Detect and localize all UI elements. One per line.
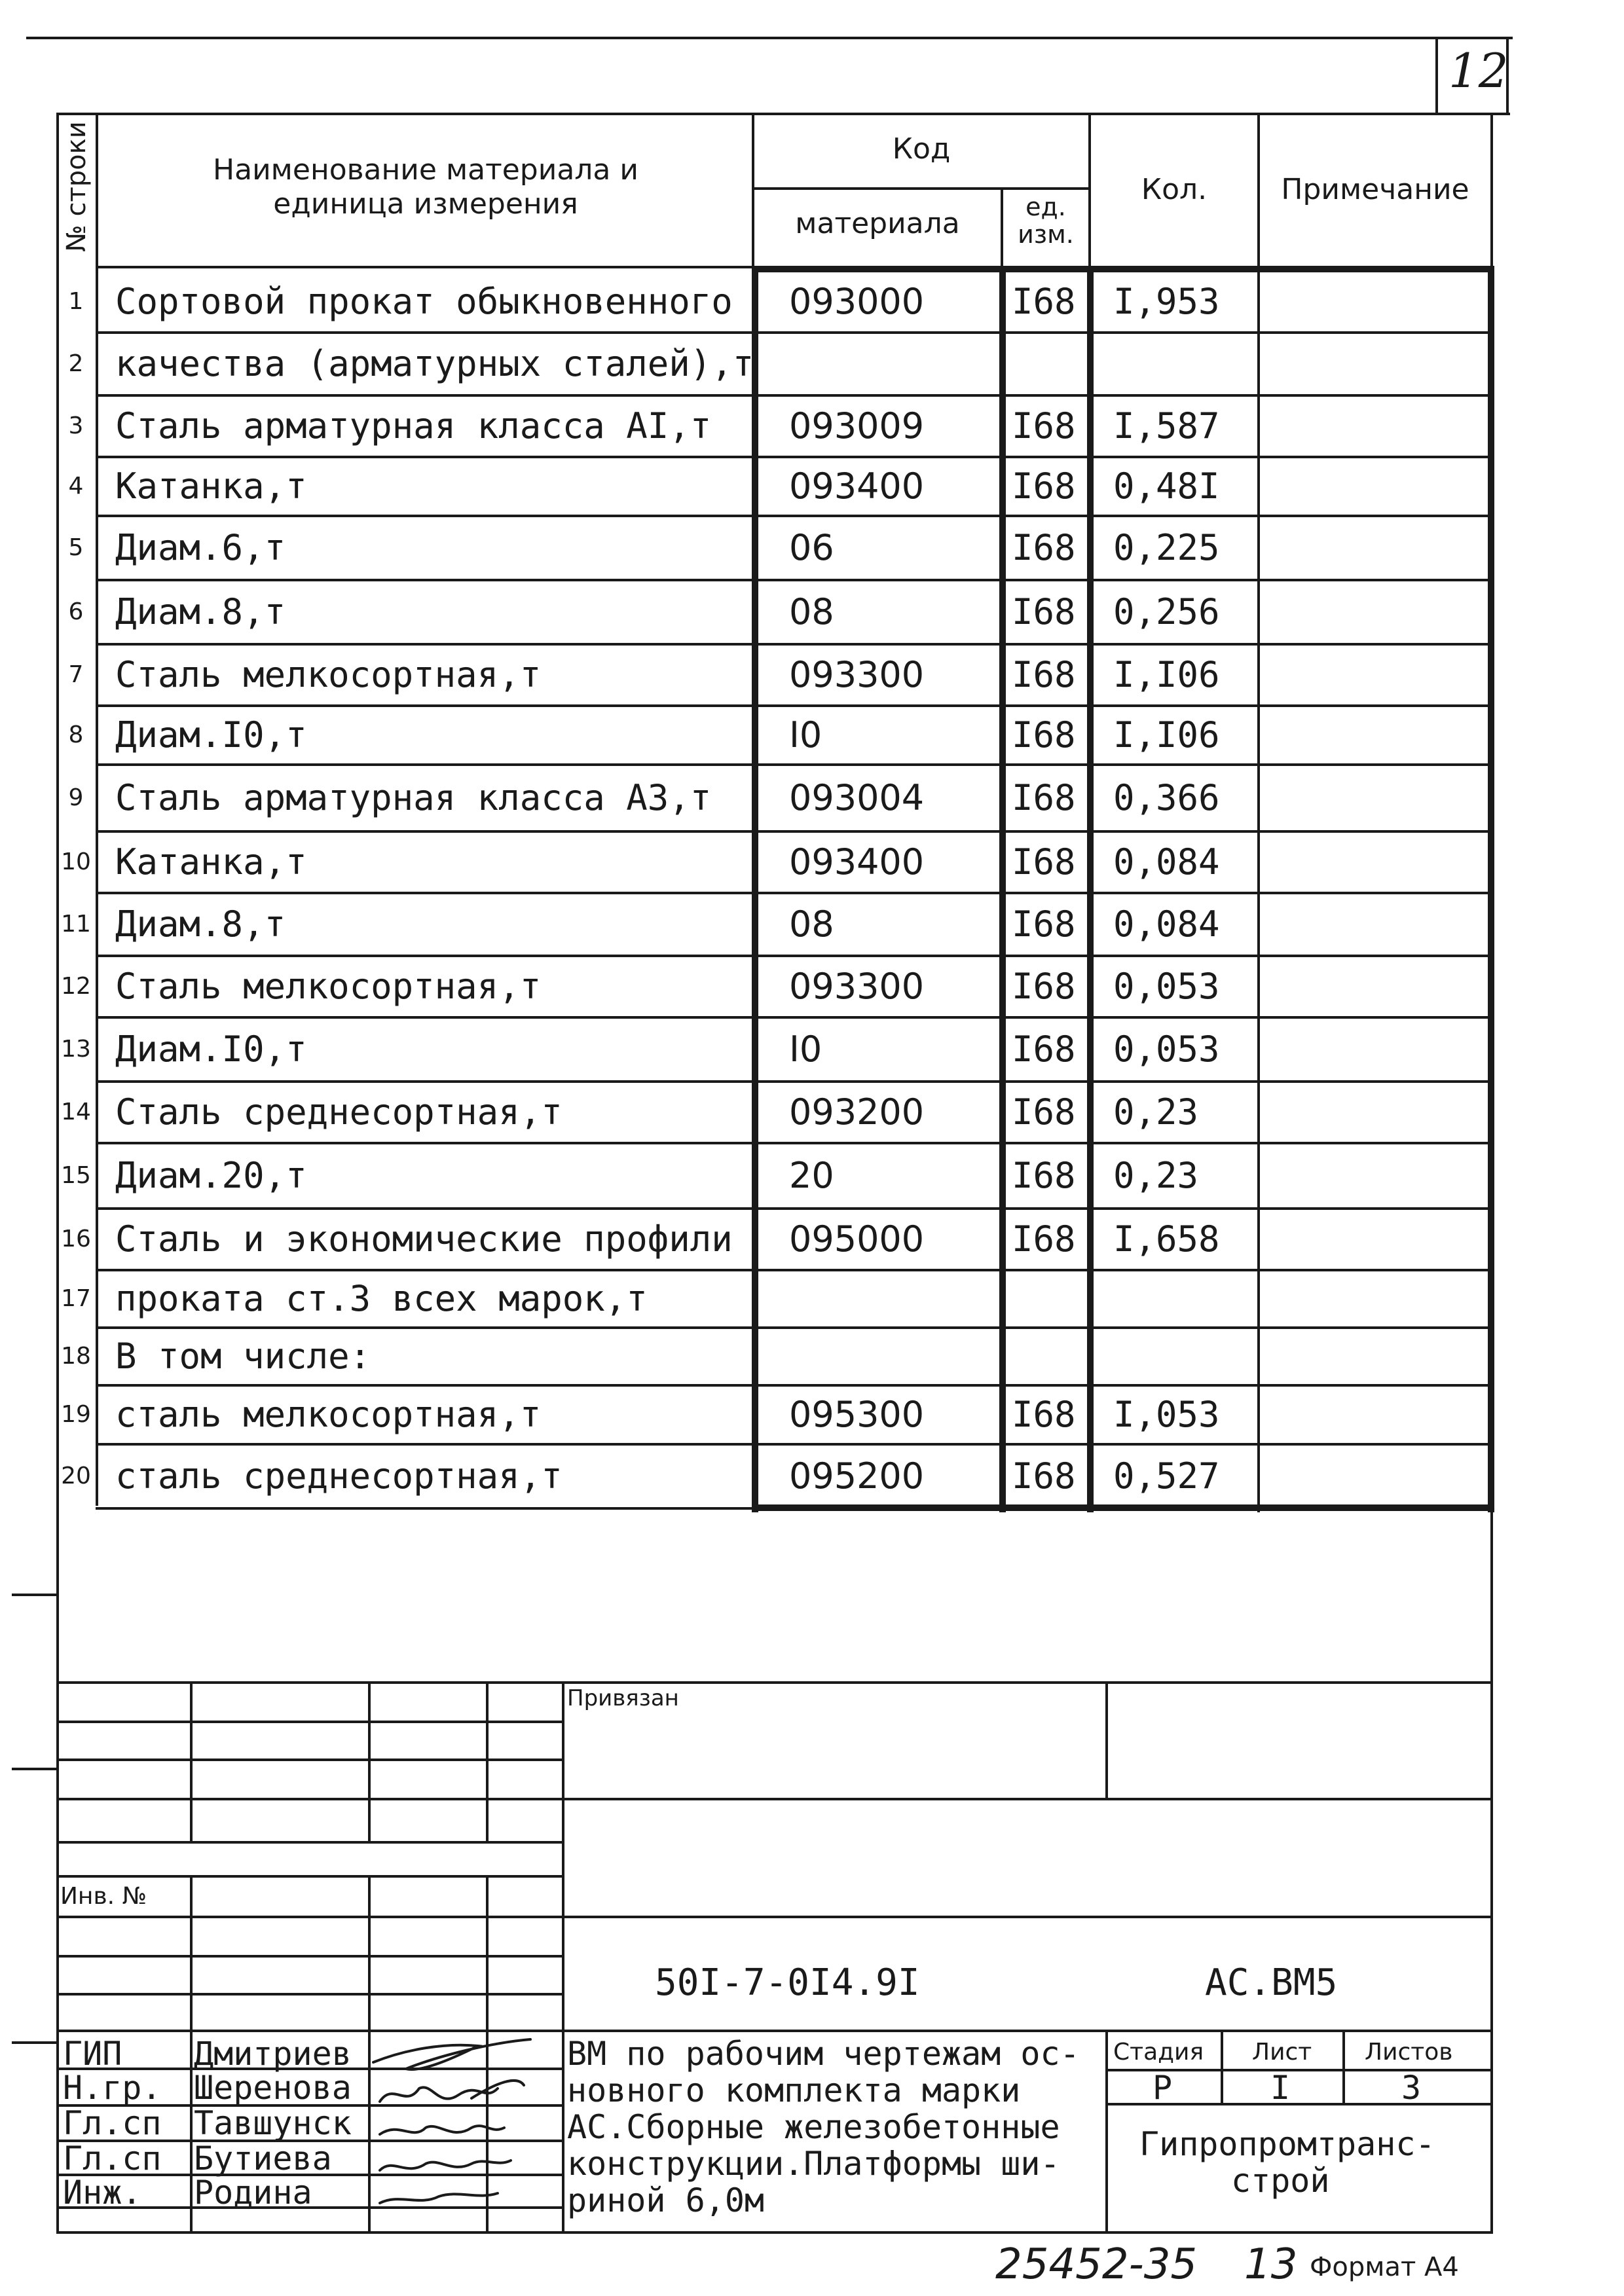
stamp-line-9 [56, 2030, 1493, 2032]
quantity: 0,084 [1113, 841, 1220, 883]
stamp-col-3a [486, 1681, 489, 1841]
corner-box-left [1435, 37, 1438, 114]
material-name: Диам.20,т [115, 1155, 307, 1196]
row-separator [96, 1207, 1490, 1210]
material-code: 08 [789, 591, 834, 632]
material-code: I0 [789, 1029, 822, 1070]
material-name: сталь среднесортная,т [115, 1455, 563, 1497]
row-separator [96, 892, 1490, 894]
row-number: 13 [61, 1036, 91, 1063]
header-note: Примечание [1281, 173, 1469, 206]
signature-4 [380, 2160, 511, 2170]
row-number: 20 [61, 1463, 91, 1489]
page-number: 13 [1244, 2240, 1298, 2289]
material-code: 093300 [789, 654, 925, 695]
quantity: 0,48I [1113, 465, 1220, 507]
row-number: 4 [68, 473, 84, 500]
header-name-line2: единица измерения [273, 187, 578, 221]
material-code: 093300 [789, 966, 925, 1007]
header-material: материала [795, 207, 960, 240]
row-separator [96, 1016, 1490, 1019]
row-number: 15 [61, 1162, 91, 1189]
quantity: 0,084 [1113, 903, 1220, 945]
unit-code: I68 [1012, 527, 1076, 568]
stamp-role: Инж. [63, 2174, 142, 2212]
quantity: I,953 [1113, 281, 1220, 322]
header-row-no: № строки [62, 121, 92, 252]
stage-label: Стадия [1113, 2039, 1204, 2066]
header-qty: Кол. [1141, 173, 1208, 206]
stamp-person-name: Тавшунск [194, 2104, 352, 2142]
stage-value: Р [1153, 2069, 1173, 2107]
material-name: Сталь мелкосортная,т [115, 654, 542, 695]
unit-code: I68 [1012, 1029, 1076, 1070]
unit-code: I68 [1012, 903, 1076, 945]
signatures [367, 2036, 563, 2232]
top-border [26, 37, 1513, 39]
row-number: 7 [68, 661, 84, 688]
quantity: 0,053 [1113, 1029, 1220, 1070]
row-separator [96, 515, 1490, 517]
quantity: 0,256 [1113, 591, 1220, 632]
quantity: 0,23 [1113, 1091, 1199, 1133]
material-code: 095200 [789, 1455, 925, 1497]
quantity: I,I06 [1113, 654, 1220, 695]
material-name: Сортовой прокат обыкновенного [115, 281, 733, 322]
inv-no-label: Инв. № [60, 1883, 147, 1910]
stamp-person-name: Бутиева [194, 2140, 332, 2178]
stamp-line-3 [56, 1798, 1493, 1800]
signature-3 [380, 2126, 504, 2134]
format-label: Формат А4 [1310, 2252, 1459, 2282]
title-line-3: АС.Сборные железобетонные [567, 2108, 1060, 2146]
quantity: I,053 [1113, 1394, 1220, 1435]
margin-mark-1 [12, 1594, 58, 1596]
stamp-col-privyazan-right [1105, 1681, 1108, 1799]
material-code: 093000 [789, 281, 925, 322]
margin-mark-2 [12, 1768, 58, 1770]
row-number: 14 [61, 1099, 91, 1125]
code-subheader-line [752, 187, 1091, 190]
unit-code: I68 [1012, 405, 1076, 446]
stamp-person-name: Родина [194, 2174, 312, 2212]
row-number: 12 [61, 973, 91, 1000]
stamp-stage-col-2 [1342, 2030, 1345, 2104]
row-separator [96, 955, 1490, 957]
header-unit-line2: изм. [1018, 220, 1074, 249]
stamp-col-1b [190, 1875, 193, 2231]
material-name: Диам.6,т [115, 527, 286, 568]
signature-5 [380, 2193, 498, 2203]
unit-code: I68 [1012, 281, 1076, 322]
org-line-2: строй [1231, 2162, 1330, 2200]
title-line-1: ВМ по рабочим чертежам ос- [567, 2035, 1080, 2073]
title-line-4: конструкции.Платформы ши- [567, 2145, 1060, 2183]
material-name: Диам.I0,т [115, 714, 307, 756]
material-name: качества (арматурных сталей),т [115, 343, 754, 384]
quantity: 0,527 [1113, 1455, 1220, 1497]
unit-code: I68 [1012, 1218, 1076, 1260]
material-name: Диам.8,т [115, 591, 286, 632]
material-name: Сталь среднесортная,т [115, 1091, 563, 1133]
material-code: 093004 [789, 777, 925, 818]
org-line-1: Гипропромтранс- [1139, 2125, 1435, 2163]
title-line-5: риной 6,0м [567, 2181, 765, 2219]
material-code: 093400 [789, 465, 925, 507]
header-code: Код [892, 132, 951, 166]
sheet-label: Лист [1252, 2039, 1312, 2066]
title-line-2: новного комплекта марки [567, 2071, 1021, 2109]
row-number: 19 [61, 1401, 91, 1428]
handwritten-number: 25452-35 [995, 2240, 1198, 2289]
quantity: I,658 [1113, 1218, 1220, 1260]
material-code: 20 [789, 1155, 834, 1196]
form-bottom-line [56, 2231, 1493, 2234]
unit-code: I68 [1012, 1155, 1076, 1196]
quantity: I,I06 [1113, 714, 1220, 756]
row-number: 11 [61, 911, 91, 938]
header-unit-line1: ед. [1025, 192, 1066, 221]
sheets-value: 3 [1401, 2069, 1422, 2107]
row-separator [96, 331, 1490, 334]
quantity: 0,23 [1113, 1155, 1199, 1196]
margin-mark-3 [12, 2041, 58, 2044]
stamp-person-name: Шеренова [194, 2069, 352, 2107]
unit-code: I68 [1012, 714, 1076, 756]
row-number: 3 [68, 412, 84, 439]
material-code: 095300 [789, 1394, 925, 1435]
quantity: 0,366 [1113, 777, 1220, 818]
row-separator [96, 1142, 1490, 1144]
stamp-col-1a [190, 1681, 193, 1841]
stamp-col-2a [368, 1681, 371, 1841]
row-separator [96, 1384, 1490, 1387]
stamp-top-line [56, 1681, 1493, 1684]
row-separator [96, 579, 1490, 581]
privyazan-label: Привязан [567, 1685, 679, 1711]
row-separator [96, 763, 1490, 766]
stamp-role: Н.гр. [63, 2069, 162, 2107]
stamp-stage-col-1 [1221, 2030, 1223, 2104]
sheets-label: Листов [1365, 2039, 1453, 2066]
material-name: Сталь арматурная класса АI,т [115, 405, 712, 446]
row-number: 9 [68, 784, 84, 811]
material-name: В том числе: [115, 1336, 371, 1377]
sheet-value: I [1270, 2069, 1291, 2107]
form-top-line [56, 113, 1510, 115]
row-number: 2 [68, 350, 84, 377]
material-code: 08 [789, 903, 834, 945]
unit-code: I68 [1012, 966, 1076, 1007]
row-number: 8 [68, 721, 84, 748]
material-code: 093200 [789, 1091, 925, 1133]
quantity: 0,053 [1113, 966, 1220, 1007]
signature-2 [380, 2081, 524, 2102]
material-code: 095000 [789, 1218, 925, 1260]
material-name: Сталь мелкосортная,т [115, 966, 542, 1007]
unit-code: I68 [1012, 465, 1076, 507]
unit-code: I68 [1012, 841, 1076, 883]
stamp-role: Гл.сп [63, 2104, 162, 2142]
unit-code: I68 [1012, 591, 1076, 632]
material-name: Диам.I0,т [115, 1029, 307, 1070]
unit-code: I68 [1012, 777, 1076, 818]
row-number: 18 [61, 1343, 91, 1370]
material-name: сталь мелкосортная,т [115, 1394, 542, 1435]
row-separator [96, 830, 1490, 833]
row-separator [96, 704, 1490, 707]
stamp-role: ГИП [63, 2035, 122, 2073]
row-separator [96, 1080, 1490, 1083]
header-name-line1: Наименование материала и [213, 153, 638, 187]
row-number: 10 [61, 848, 91, 875]
material-name: Диам.8,т [115, 903, 286, 945]
unit-code: I68 [1012, 654, 1076, 695]
material-code: 093400 [789, 841, 925, 883]
row-separator [96, 1443, 1490, 1446]
stamp-role: Гл.сп [63, 2140, 162, 2178]
material-name: Катанка,т [115, 465, 307, 507]
material-code: 06 [789, 527, 834, 568]
unit-code: I68 [1012, 1394, 1076, 1435]
row-separator [96, 1326, 1490, 1329]
unit-code: I68 [1012, 1091, 1076, 1133]
material-name: Сталь и экономические профили [115, 1218, 733, 1260]
row-separator [96, 456, 1490, 458]
stamp-line-4 [56, 1841, 563, 1844]
material-name: Сталь арматурная класса А3,т [115, 777, 712, 818]
doc-mark: АС.ВМ5 [1205, 1961, 1338, 2004]
row-number: 5 [68, 534, 84, 561]
corner-sheet-number: 12 [1449, 43, 1509, 98]
signature-1 [373, 2039, 530, 2069]
material-code: 093009 [789, 405, 925, 446]
unit-code: I68 [1012, 1455, 1076, 1497]
quantity: 0,225 [1113, 527, 1220, 568]
stamp-col-title-right [1105, 2030, 1108, 2231]
row-separator [96, 643, 1490, 646]
row-number: 17 [61, 1285, 91, 1312]
row-separator [96, 394, 1490, 397]
stamp-line-6 [56, 1916, 1493, 1918]
material-name: проката ст.3 всех марок,т [115, 1278, 648, 1319]
row-number: 1 [68, 288, 84, 315]
row-number: 6 [68, 598, 84, 625]
quantity: I,587 [1113, 405, 1220, 446]
stamp-person-name: Дмитриев [194, 2035, 352, 2073]
material-code: I0 [789, 714, 822, 756]
row-separator [96, 1269, 1490, 1271]
material-name: Катанка,т [115, 841, 307, 883]
doc-code: 50I-7-0I4.9I [655, 1961, 920, 2004]
row-number: 16 [61, 1226, 91, 1252]
